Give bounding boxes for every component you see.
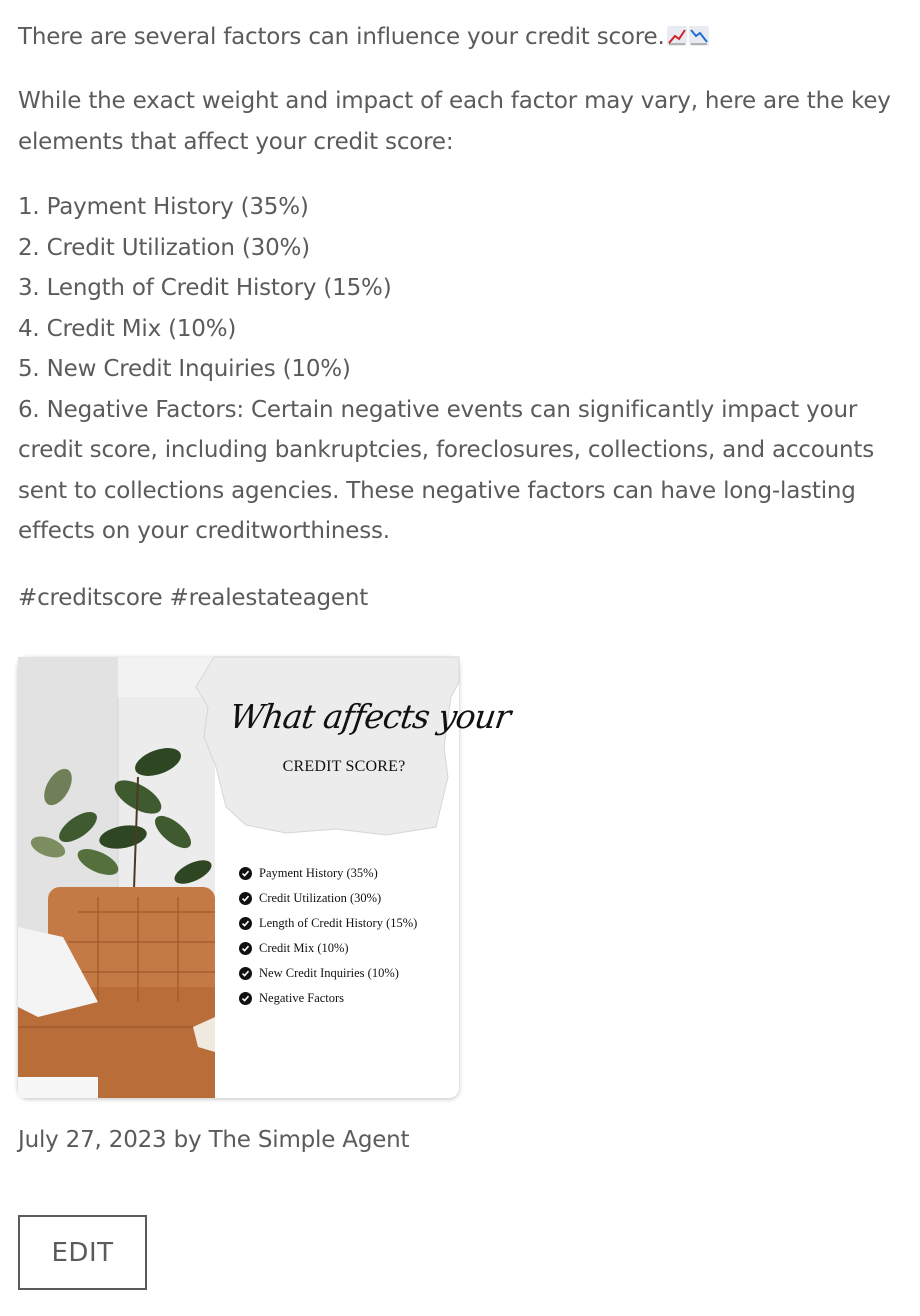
list-item [239,936,417,961]
list-item [239,986,417,1011]
check-circle-icon [239,967,252,980]
list-item: 6. Negative Factors: Certain negative events can significantly impact your credit score, including bankruptcies, foreclosures, collections, and accounts sent to collections agencies. These negative factors can have long-lasting effects on your creditworthiness. [18,396,874,544]
intro-paragraph [18,17,902,58]
checklist-label: New Credit Inquiries (10%) [259,966,399,980]
lead-paragraph: While the exact weight and impact of each factor may vary, here are the key elements that affect your credit score: [18,88,891,155]
list-item: 3. Length of Credit History (15%) [18,275,392,301]
check-circle-icon [239,992,252,1005]
list-item: 4. Credit Mix (10%) [18,315,237,342]
list-item: 2. Credit Utilization (30%) [18,234,310,261]
post-author[interactable]: The Simple Agent [208,1127,410,1153]
checklist-label: Negative Factors [259,991,345,1005]
torn-paper-background [186,657,513,837]
checklist-label: Credit Utilization (30%) [259,891,382,905]
check-circle-icon [239,892,252,905]
checklist-label: Credit Mix (10%) [259,941,349,955]
post-date[interactable]: July 27, 2023 [18,1127,167,1153]
list-item [239,861,417,886]
factor-list [18,187,902,552]
edit-button[interactable]: EDIT [18,1215,147,1290]
list-item [239,911,417,936]
credit-score-graphic[interactable] [18,657,513,1098]
chart-decreasing-icon [689,26,709,46]
chart-increasing-icon [667,26,687,46]
check-circle-icon [239,942,252,955]
hashtags[interactable]: #creditscore #realestateagent [18,585,369,611]
graphic-checklist [239,861,417,1011]
byline-label: by [173,1127,202,1153]
post-meta [18,1120,902,1161]
list-item [239,961,417,986]
checklist-label: Length of Credit History (15%) [259,916,418,930]
graphic-title: What affects your [227,697,513,736]
check-circle-icon [239,917,252,930]
list-item [239,886,417,911]
check-circle-icon [239,867,252,880]
checklist-label: Payment History (35%) [259,866,378,880]
intro-text: There are several factors can influence your credit score. [18,24,665,50]
graphic-subtitle: CREDIT SCORE? [282,758,406,775]
list-item: 5. New Credit Inquiries (10%) [18,356,351,382]
list-item: 1. Payment History (35%) [18,194,309,220]
